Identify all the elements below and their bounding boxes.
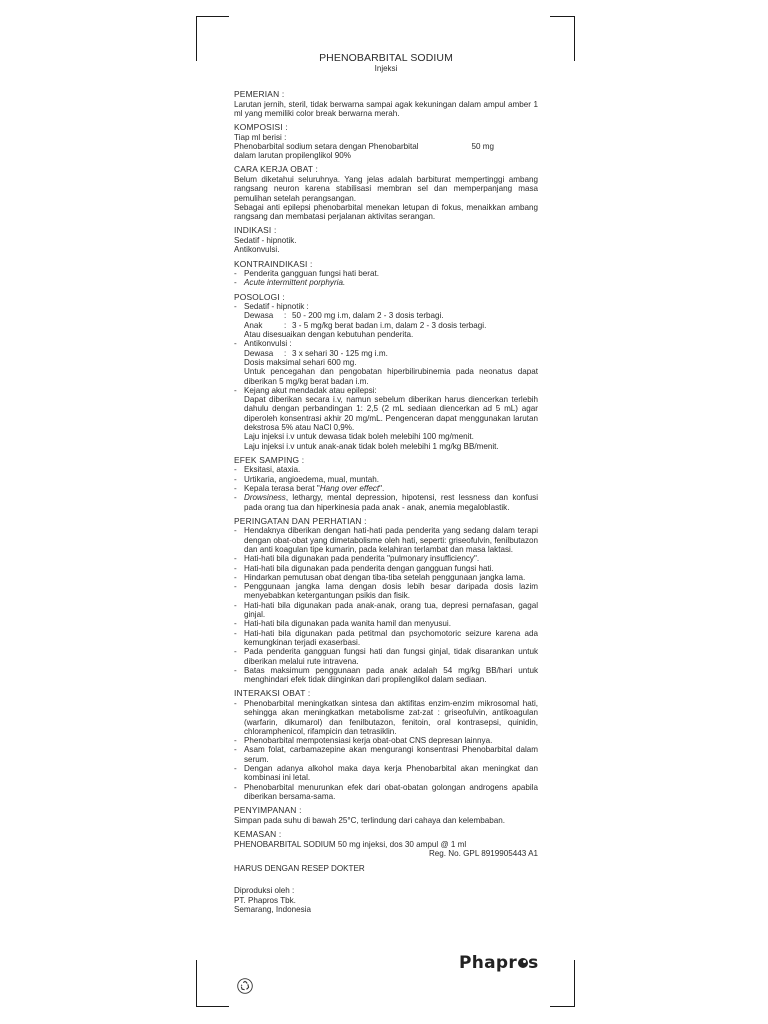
section-kemasan	[234, 830, 538, 858]
list-item: - Hati-hati bila digunakan pada anak-anak, orang tua, depresi pernafasan, gagal ginjal.	[234, 601, 538, 620]
list-item: - Hati-hati bila digunakan pada penderita "pulmonary insufficiency".	[234, 554, 538, 563]
list-item: - Hindarkan pemutusan obat dengan tiba-tiba setelah penggunaan jangka lama.	[234, 573, 538, 582]
dosage-note: Laju injeksi i.v untuk anak-anak tidak boleh melebihi 1 mg/kg BB/menit.	[244, 441, 499, 451]
list-item	[234, 493, 538, 512]
composition-ingredient-row	[234, 142, 538, 151]
section-pemerian	[234, 90, 538, 118]
list-item	[234, 386, 538, 451]
text-italic: Drowsiness	[244, 493, 286, 503]
section-heading: KEMASAN :	[234, 829, 282, 839]
section-efek-samping	[234, 456, 538, 512]
dosage-row: Dewasa : 3 x sehari 30 - 125 mg i.m.	[244, 348, 388, 358]
dosage-row: Dewasa : 50 - 200 mg i.m, dalam 2 - 3 dosis terbagi.	[244, 311, 444, 321]
dosage-group-title: - Sedatif - hipnotik :	[244, 302, 309, 312]
dosage-note: Dapat diberikan secara i.v, namun sebelum diberikan harus diencerkan terlebih dahulu dengan perbandingan 1: 2,5 (2 mL sediaan diencerkan ad 5 mL) agar diperoleh konsentrasi akhir 20 mg/mL. Pengenceran dapat menggunakan larutan dekstrosa 5% atau NaCl 0,9%.	[244, 395, 538, 433]
list-item	[234, 278, 538, 287]
section-komposisi	[234, 123, 538, 160]
manufacturer-line: Semarang, Indonesia	[234, 904, 311, 914]
text-italic: Hang over effect	[319, 484, 380, 493]
dosage-note: Atau disesuaikan dengan kebutuhan penderita.	[244, 330, 414, 340]
crop-mark-bottom-right	[550, 960, 575, 1007]
text-part: , lethargy, mental depression, hipotensi, rest lessness dan konfusi pada orang tua dan hiperkinesia pada anak - anak, anemia megaloblastik.	[244, 493, 538, 512]
section-heading: POSOLOGI :	[234, 291, 285, 302]
dosage-value: 50 - 200 mg i.m, dalam 2 - 3 dosis terbagi.	[292, 311, 444, 321]
section-indikasi	[234, 226, 538, 254]
indication-line: Antikonvulsi.	[234, 245, 280, 255]
list-item	[234, 339, 538, 385]
dosage-value: 3 x sehari 30 - 125 mg i.m.	[292, 348, 388, 358]
registration-number: Reg. No. GPL 8919905443 A1	[428, 848, 538, 858]
section-cara-kerja	[234, 165, 538, 221]
list-item-italic: Acute intermittent porphyria.	[244, 278, 346, 288]
list-item: - Hendaknya diberikan dengan hati-hati pada penderita yang sedang dalam terapi dengan obat-obat yang dimetabolisme oleh hati, seperti: griseofulvin, fenilbutazon dan anti koagulan tipe kumarin, pada kelahiran terlambat dan masa laktasi.	[234, 526, 538, 554]
section-text: Sebagai anti epilepsi phenobarbital menekan letupan di fokus, menaikkan ambang rangsang dan membatasi perjalanan aktivitas serangan.	[234, 202, 538, 222]
text-part: Kepala terasa berat "	[244, 484, 320, 493]
list-item: - Eksitasi, ataxia.	[234, 465, 538, 474]
section-heading: KONTRAINDIKASI :	[234, 258, 313, 269]
section-posologi	[234, 293, 538, 451]
dosage-group-label: Dewasa	[244, 311, 274, 321]
phapros-logo	[459, 953, 539, 973]
dosage-group-label: Anak	[244, 320, 263, 330]
leaflet-document	[234, 52, 538, 914]
section-kontraindikasi	[234, 260, 538, 288]
list-item: - Phenobarbital meningkatkan sintesa dan aktifitas enzim-enzim mikrosomal hati, sehingga akan meningkatkan metabolisme zat-zat : griseofulvin, antikoagulan (warfarin, dikumarol) dan fenilbutazon, fenitoin, oral kontrasepsi, quinidin, chloramphenicol, rifampicin dan tetrasiklin.	[234, 699, 538, 736]
list-item: - Phenobarbital mempotensiasi kerja obat-obat CNS depresan lainnya.	[234, 736, 538, 745]
section-text: PHENOBARBITAL SODIUM 50 mg injeksi, dos 30 ampul @ 1 ml	[234, 839, 467, 849]
dosage-group-label: Dewasa	[244, 348, 274, 358]
list-item: - Batas maksimum penggunaan pada anak adalah 54 mg/kg BB/hari untuk menghindari efek tidak diinginkan dari propilenglikol dalam sediaan.	[234, 666, 538, 685]
document-subtitle: Injeksi	[374, 64, 398, 73]
list-item	[234, 484, 538, 493]
section-heading: EFEK SAMPING :	[234, 454, 305, 465]
section-text: Larutan jernih, steril, tidak berwarna sampai agak kekuningan dalam ampul amber 1 ml yang memiliki color break berwarna merah.	[234, 99, 538, 118]
manufacturer-line: Diproduksi oleh :	[234, 886, 295, 896]
recycle-icon	[237, 978, 253, 994]
section-text: Belum diketahui seluruhnya. Yang jelas adalah barbiturat mempertinggi ambang rangsang neuron karena stabilisasi membran sel dan memperpanjang masa pemulihan setelah perangsangan.	[234, 174, 538, 203]
dosage-value: 3 - 5 mg/kg berat badan i.m, dalam 2 - 3 dosis terbagi.	[292, 320, 487, 330]
list-item: - Hati-hati bila digunakan pada wanita hamil dan menyusui.	[234, 619, 538, 628]
list-item: - Urtikaria, angioedema, mual, muntah.	[234, 475, 538, 484]
prescription-notice: HARUS DENGAN RESEP DOKTER	[234, 864, 365, 874]
dosage-group-title: - Kejang akut mendadak atau epilepsi:	[244, 385, 377, 395]
list-item: - Phenobarbital menurunkan efek dari obat-obatan golongan androgens apabila diberikan bersama-sama.	[234, 783, 538, 802]
list-item: - Hati-hati bila digunakan pada penderita dengan gangguan fungsi hati.	[234, 564, 538, 573]
dosage-note: Dosis maksimal sehari 600 mg.	[244, 357, 357, 367]
composition-line: Tiap ml berisi :	[234, 132, 287, 142]
logo-text: s	[528, 953, 539, 973]
section-penyimpanan	[234, 806, 538, 825]
logo-text: Phapr	[459, 953, 518, 973]
list-item: - Hati-hati bila digunakan pada petitmal dan psychomotoric seizure karena ada kemungkinan terjadi exaserbasi.	[234, 629, 538, 648]
section-heading: INDIKASI :	[234, 225, 277, 236]
list-item: - Asam folat, carbamazepine akan mengurangi konsentrasi Phenobarbital dalam serum.	[234, 745, 538, 764]
indication-line: Sedatif - hipnotik.	[234, 235, 297, 245]
section-heading: KOMPOSISI :	[234, 122, 288, 133]
dosage-row: Anak : 3 - 5 mg/kg berat badan i.m, dalam 2 - 3 dosis terbagi.	[244, 320, 487, 330]
section-interaksi	[234, 689, 538, 801]
list-item: - Pada penderita gangguan fungsi hati dan fungsi ginjal, tidak disarankan untuk diberikan melalui rute intravena.	[234, 647, 538, 666]
section-heading: PEMERIAN :	[234, 89, 285, 99]
text-part: ".	[379, 484, 385, 493]
section-heading: CARA KERJA OBAT :	[234, 164, 319, 175]
section-heading: INTERAKSI OBAT :	[234, 688, 311, 699]
section-heading: PENYIMPANAN :	[234, 805, 302, 816]
crop-mark-bottom-left	[196, 960, 229, 1007]
dosage-note: Untuk pencegahan dan pengobatan hiperbilirubinemia pada neonatus dapat diberikan 5 mg/kg berat badan i.m.	[244, 367, 538, 386]
section-peringatan	[234, 517, 538, 685]
list-item: - Penderita gangguan fungsi hati berat.	[234, 269, 538, 278]
ingredient-dose: 50 mg	[471, 141, 494, 151]
dosage-note: Laju injeksi i.v untuk dewasa tidak boleh melebihi 100 mg/menit.	[244, 432, 474, 442]
crop-mark-top-right	[550, 16, 575, 61]
list-item: - Dengan adanya alkohol maka daya kerja Phenobarbital akan meningkat dan kombinasi ini letal.	[234, 764, 538, 783]
ingredient-name: Phenobarbital sodium setara dengan Phenobarbital	[234, 141, 419, 151]
section-text: Simpan pada suhu di bawah 25°C, terlindung dari cahaya dan kelembaban.	[234, 815, 505, 825]
manufacturer-line: PT. Phapros Tbk.	[234, 895, 296, 905]
logo-dot-icon	[518, 958, 528, 968]
list-item	[234, 302, 538, 339]
section-heading: PERINGATAN DAN PERHATIAN :	[234, 515, 367, 526]
manufacturer-block	[234, 886, 538, 914]
composition-line: dalam larutan propilenglikol 90%	[234, 151, 351, 161]
crop-mark-top-left	[196, 16, 229, 61]
list-item: - Penggunaan jangka lama dengan dosis lebih besar daripada dosis lazim menyebabkan ketergantungan psikis dan fisik.	[234, 582, 538, 601]
dosage-group-title: - Antikonvulsi :	[244, 339, 292, 349]
document-title: PHENOBARBITAL SODIUM	[319, 52, 453, 64]
